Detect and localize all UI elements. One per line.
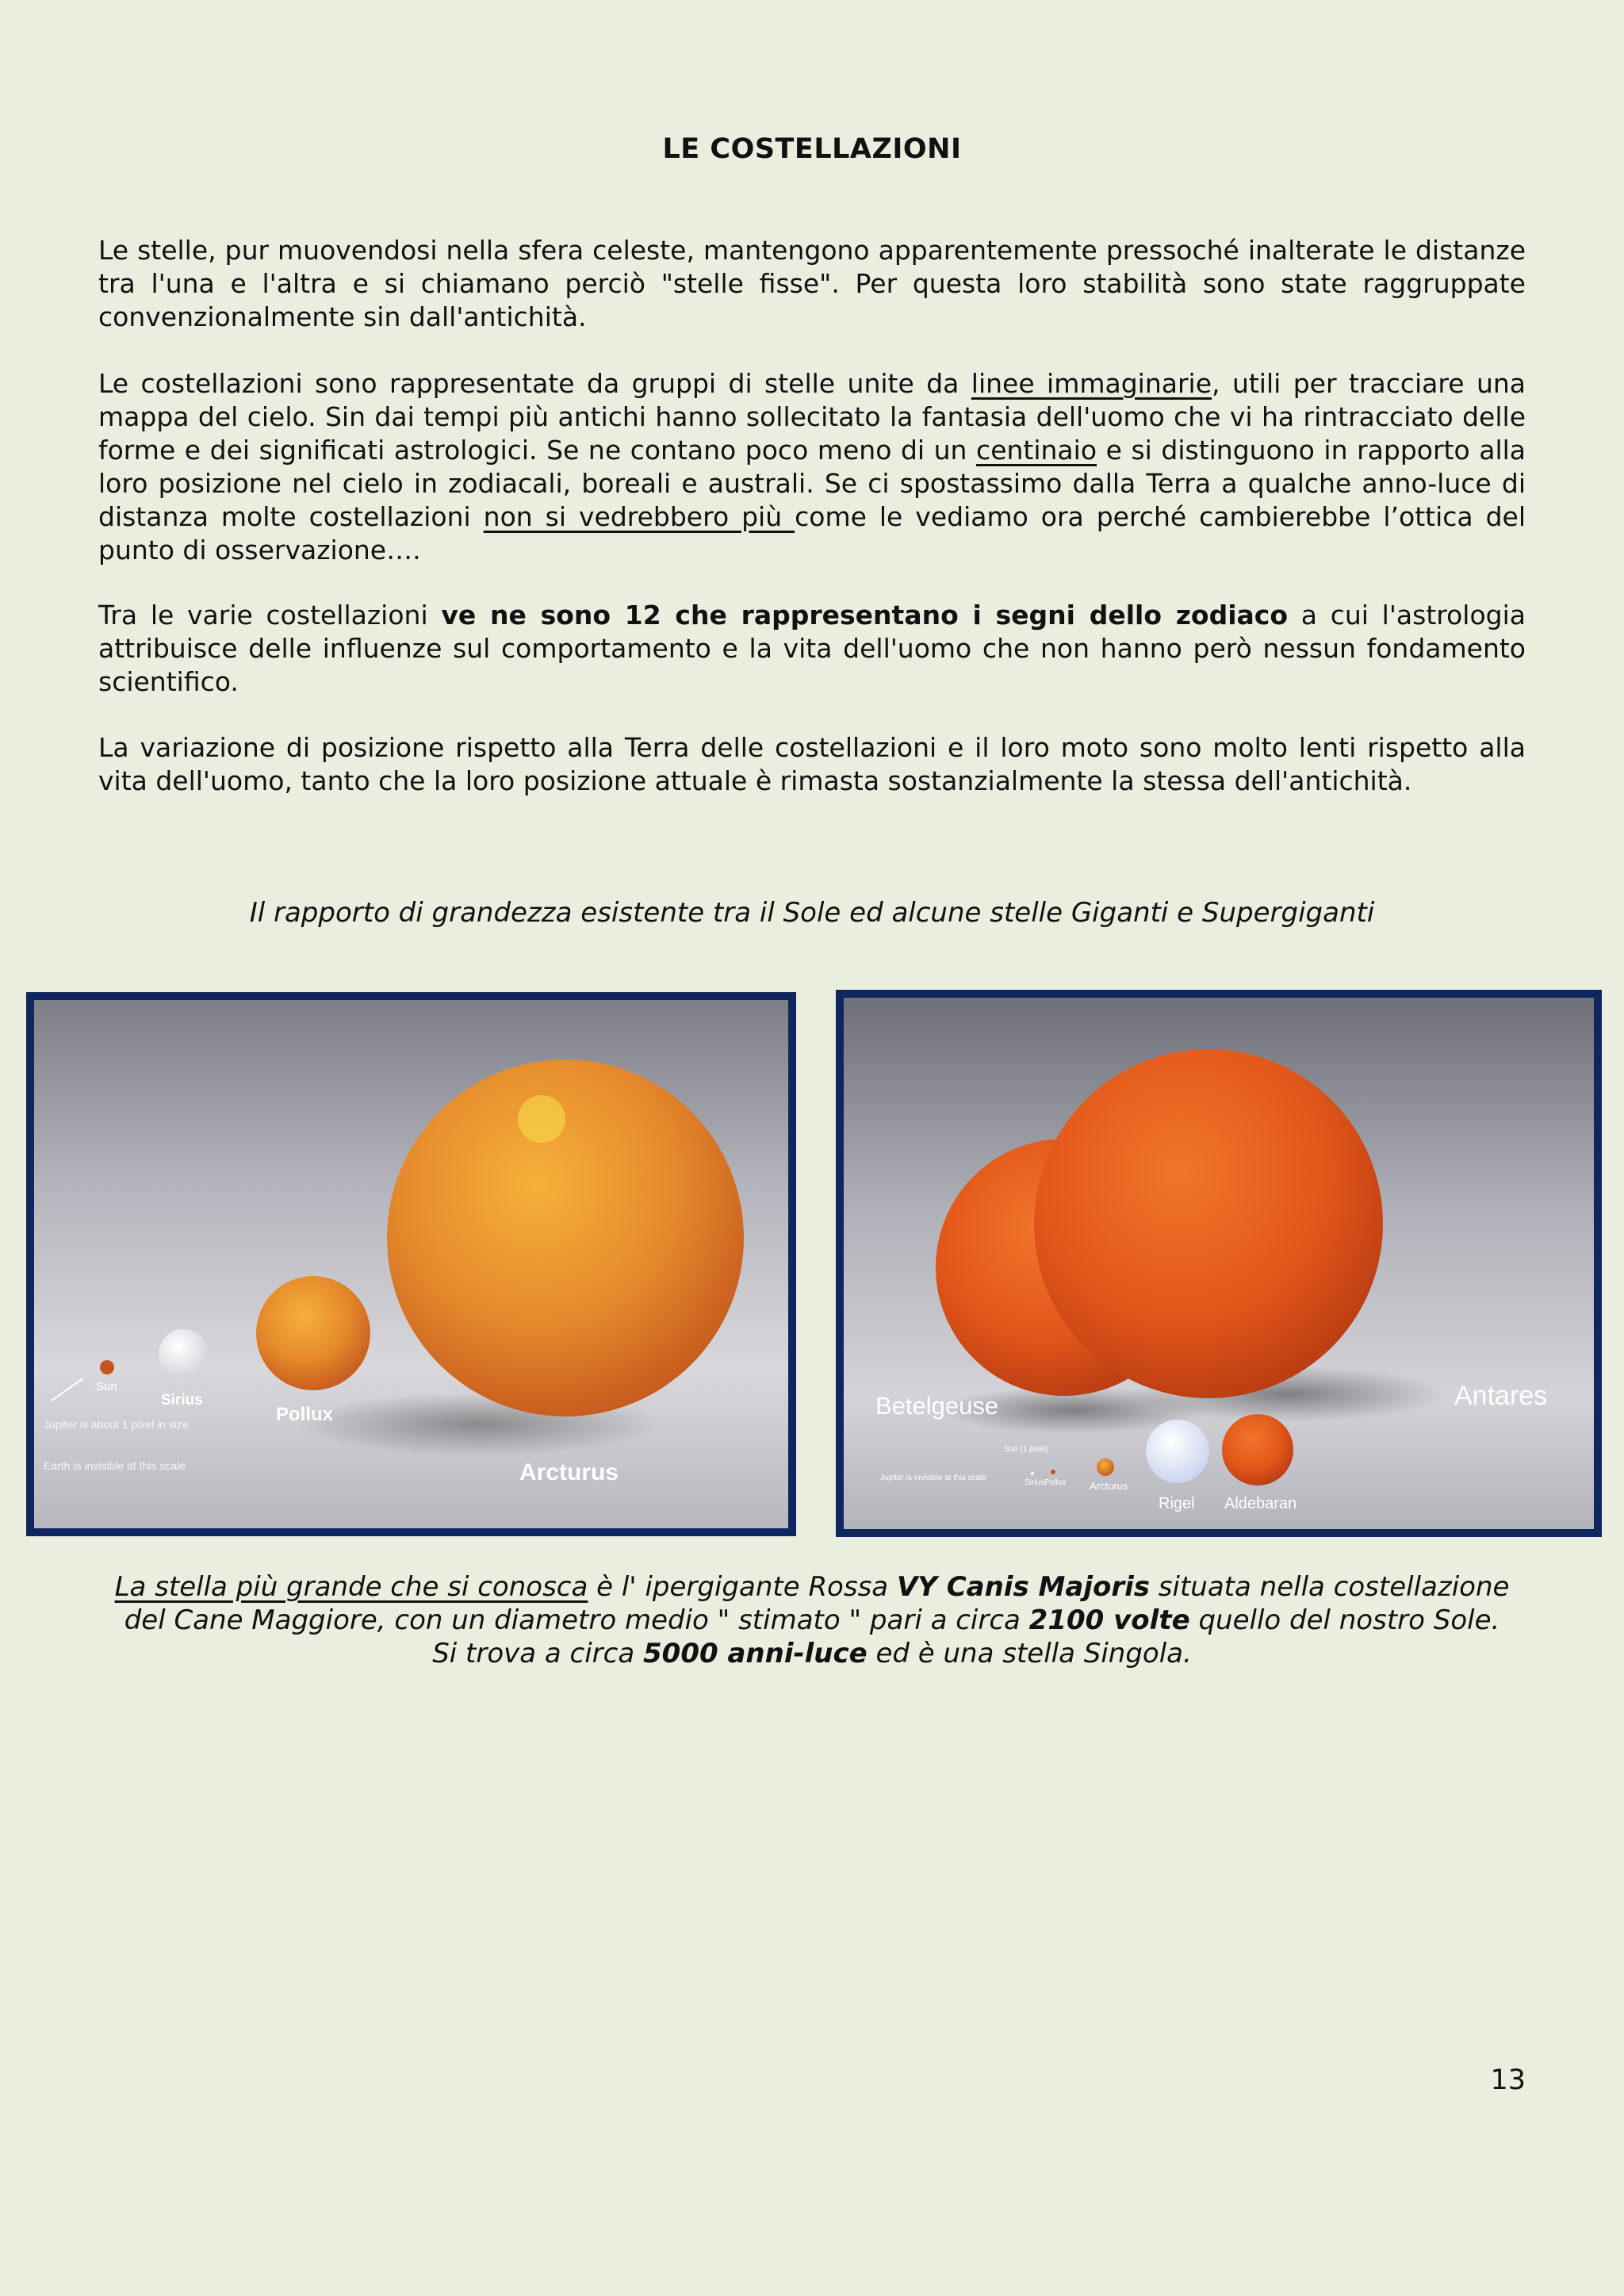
- p2-underline-3: non si vedrebbero più: [483, 501, 795, 532]
- paragraph-4: La variazione di posizione rispetto alla Terra delle costellazioni e il loro moto sono molto lenti rispetto alla vita dell'uomo, tanto che la loro posizione attuale è rimasta sostanzialmente la stessa dell'antichità.: [98, 732, 1526, 796]
- label-pollux-small: Pollux: [1044, 1478, 1067, 1487]
- arcturus-highlight: [518, 1095, 565, 1143]
- pollux-sphere: [256, 1276, 370, 1390]
- label-pollux: Pollux: [276, 1404, 334, 1425]
- p2-text-3: e si distinguono in rapporto alla loro posizione nel cielo in zodiacali, boreali e australi. Se ci spostassimo dalla Terra a qualche anno-luce di distanza molte costellazioni: [98, 435, 1526, 532]
- label-sun: Sun: [96, 1380, 117, 1393]
- figure-supergiant-stars-image: [844, 998, 1594, 1529]
- p2-text-4: come le vediamo ora perché cambierebbe l’ottica del punto di osservazione….: [98, 501, 1526, 565]
- rigel-sphere: [1146, 1420, 1209, 1483]
- page-title: LE COSTELLAZIONI: [662, 133, 962, 165]
- bottom-text-2c: quello del nostro Sole.: [1189, 1604, 1500, 1636]
- bottom-bold-vy: VY Canis Majoris: [896, 1571, 1150, 1603]
- p2-underline-1: linee immaginarie: [971, 368, 1212, 399]
- note-jupiter-invisible: Jupiter is invisible at this scale: [880, 1474, 986, 1482]
- bottom-text-2a: del Cane Maggiore, con un diametro medio " stimato " pari a circa: [124, 1604, 1029, 1636]
- label-rigel: Rigel: [1159, 1495, 1195, 1512]
- p2-underline-2: centinaio: [976, 435, 1097, 466]
- p3-text-1: Tra le varie costellazioni: [98, 600, 442, 631]
- bottom-line-1: [0, 1570, 1624, 1604]
- p2-text-2: , utili per tracciare una mappa del cielo. Sin dai tempi più antichi hanno sollecitato la fantasia dell'uomo che vi ha rintracciato delle forme e dei significati astrologici. Se ne contano poco meno di un: [98, 368, 1526, 466]
- antares-sphere: [1034, 1049, 1383, 1398]
- arcturus-sphere: [387, 1060, 744, 1416]
- bottom-text-1c: situata nella costellazione: [1150, 1571, 1510, 1603]
- note-earth: Earth is invisible at this scale: [44, 1459, 186, 1472]
- bottom-text-3a: Si trova a circa: [432, 1638, 643, 1669]
- figure-caption: Il rapporto di grandezza esistente tra il Sole ed alcune stelle Giganti e Supergiganti: [249, 897, 1375, 929]
- label-betelgeuse: Betelgeuse: [875, 1392, 999, 1420]
- bottom-caption: [0, 1570, 1624, 1670]
- aldebaran-sphere: [1222, 1414, 1293, 1485]
- p3-bold: ve ne sono 12 che rappresentano i segni dello zodiaco: [441, 600, 1289, 631]
- label-arcturus-small: Arcturus: [1090, 1480, 1128, 1492]
- arcturus-small-sphere: [1097, 1458, 1114, 1476]
- pollux-small-sphere: [1051, 1470, 1055, 1474]
- bottom-text-3c: ed è una stella Singola.: [867, 1638, 1192, 1669]
- bottom-text-1a: è l' ipergigante Rossa: [588, 1571, 897, 1603]
- paragraph-3: [98, 599, 1526, 699]
- paragraph-2: [98, 367, 1526, 567]
- sun-sphere: [100, 1360, 114, 1374]
- sirius-small-sphere: [1031, 1472, 1034, 1475]
- label-sirius-small: Sirius: [1025, 1478, 1045, 1487]
- bottom-underline: La stella più grande che si conosca: [114, 1571, 588, 1603]
- note-sun-pixel: Sun (1 pixel): [1004, 1445, 1049, 1454]
- figure-giant-stars: [26, 992, 796, 1536]
- figure-giant-stars-image: [34, 1000, 788, 1528]
- label-aldebaran: Aldebaran: [1224, 1495, 1297, 1512]
- figure-supergiant-stars: [836, 990, 1602, 1537]
- p2-text-1: Le costellazioni sono rappresentate da gruppi di stelle unite da: [98, 368, 971, 399]
- bottom-line-2: [0, 1604, 1624, 1637]
- bottom-line-3: [0, 1637, 1624, 1670]
- label-arcturus: Arcturus: [519, 1459, 619, 1485]
- page-number: 13: [1490, 2064, 1526, 2096]
- bottom-bold-2100: 2100 volte: [1028, 1604, 1190, 1636]
- note-jupiter: Jupiter is about 1 pixel in size: [44, 1418, 189, 1431]
- sirius-sphere: [159, 1329, 208, 1378]
- bottom-bold-5000: 5000 anni-luce: [643, 1638, 868, 1669]
- label-antares: Antares: [1454, 1381, 1548, 1411]
- paragraph-1: Le stelle, pur muovendosi nella sfera celeste, mantengono apparentemente pressoché inalterate le distanze tra l'una e l'altra e si chiamano perciò "stelle fisse". Per questa loro stabilità sono state raggruppate convenzionalmente sin dall'antichità.: [98, 235, 1526, 332]
- p3-text-2: a cui l'astrologia attribuisce delle influenze sul comportamento e la vita dell'uomo che non hanno però nessun fondamento scientifico.: [98, 600, 1526, 697]
- label-sirius: Sirius: [161, 1392, 203, 1409]
